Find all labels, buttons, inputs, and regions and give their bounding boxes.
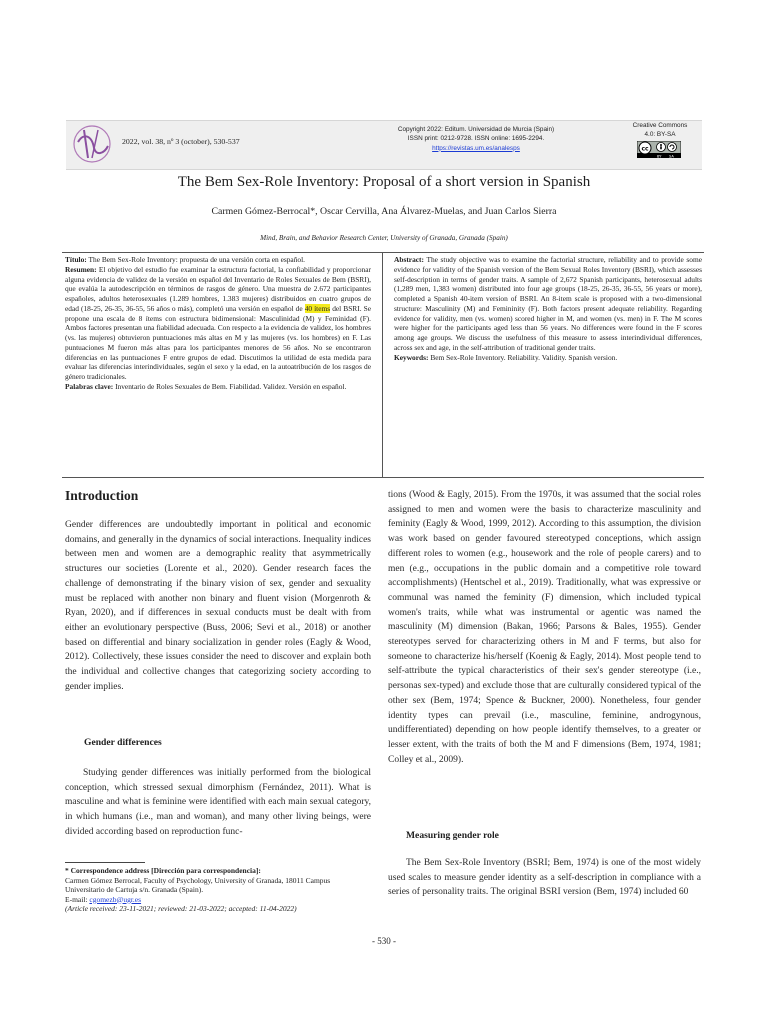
- paper-affiliation: Mind, Brain, and Behavior Research Center, University of Granada, Granada (Spain): [260, 234, 508, 242]
- copyright-line: Copyright 2022: Editum. Universidad de Murcia (Spain): [397, 126, 555, 133]
- correspondence-footnote: [65, 866, 371, 914]
- introduction-heading: Introduction: [65, 488, 139, 503]
- paper-authors: Carmen Gómez-Berrocal*, Oscar Cervilla, Ana Álvarez-Muelas, and Juan Carlos Sierra: [211, 206, 557, 217]
- page-number: - 530 -: [372, 936, 396, 946]
- footnote-rule: [65, 862, 145, 863]
- svg-text:cc: cc: [641, 145, 649, 153]
- issn-line: ISSN print: 0212-9728. ISSN online: 1695-2294.: [407, 135, 545, 143]
- paper-title: The Bem Sex-Role Inventory: Proposal of a short version in Spanish: [177, 174, 591, 190]
- resumen-text-pre: El objetivo del estudio fue examinar la estructura factorial, la confiabilidad y proporcionar alguna evidencia de validez de la versión en español del Inventario de Roles Sexuales de Bem (BSRI), que evalúa la autodescripción en términos de rasgos de género. Una muestra de 2.672 participantes españoles, adultos heterosexuales (1.289 hombres, 1.383 mujeres) distribuidos en cuatro grupos de edad (18-25, 26-35, 36-55, 56 años o más), completó una versión en español de: [65, 264, 371, 313]
- email-label: E-mail:: [65, 894, 90, 904]
- article-dates: (Article received: 23-11-2021; reviewed: 21-03-2022; accepted: 11-04-2022): [65, 904, 297, 913]
- journal-citation: 2022, vol. 38, nº 3 (october), 530-537: [122, 137, 240, 146]
- cc-line-1: Creative Commons: [632, 122, 688, 129]
- abstract-divider: [382, 252, 383, 477]
- resumen-text-post: del BSRI. Se propone una escala de 8 ítems con estructura bidimensional: Masculinidad (M) y Feminidad (F). Ambos factores presentan una fiabilidad adecuada. Con respecto a la evidencia de validez, los hombres (vs. las mujeres) obtuvieron puntuaciones más altas en M y las mujeres (vs. los hombres) en F. Las puntuaciones M fueron más altas para los participantes menores de 56 años. No se encontraron diferencias en las puntuaciones F entre grupos de edad. Discutimos la utilidad de esta medida para evaluar las diferencias interindividuales, según el sexo y la edad, en la autoatribución de los rasgos de género tradicionales.: [65, 303, 371, 381]
- gender-differences-paragraph: Studying gender differences was initially performed from the biological conception, which stressed sexual dimorphism (Fernández, 2011). What is masculine and what is feminine were identified with each main sexual category, in which humans (i.e., man and woman), and many other living beings, were divided according based on reproduction func-: [65, 768, 371, 837]
- measuring-gender-role-paragraph: The Bem Sex-Role Inventory (BSRI; Bem, 1974) is one of the most widely used scales to measure gender identity as a self-description in compliance with a series of personality traits. The original BSRI version (Bem, 1974) included 60: [388, 858, 701, 898]
- measuring-gender-role-heading: Measuring gender role: [406, 830, 499, 841]
- svg-text:SA: SA: [669, 154, 674, 158]
- copyright-block: [376, 125, 576, 153]
- abstract-spanish: [65, 255, 371, 392]
- journal-logo-icon: [70, 122, 114, 166]
- keywords-label: Keywords:: [394, 352, 429, 362]
- journal-url-link[interactable]: https://revistas.um.es/analesps: [432, 144, 520, 152]
- right-column-paragraph: tions (Wood & Eagly, 2015). From the 1970s, it was assumed that the social roles assigned to men and women were the basis to characterize masculinity and feminity (Eagly & Wood, 1999, 2012). According to this assumption, the division was work based on gender favoured stereotyped conceptions, which assign different roles to women (e.g., housework and the role of people carers) and to men (e.g., occupations in the public domain and a competitive role toward accomplishments) (Hentschel et al., 2019). Traditionally, what was expressive or communal was named the feminity (F) dimension, which included typical women's traits, while what was instrumental or agentic was named the masculinity (M) dimension (Bakan, 1966; Parsons & Bales, 1955). Gender stereotypes served for characterizing others in M and F terms, but also for someone to characterize his/herself (Koenig & Eagly, 2014). Most people tend to self-attribute the typical characteristics of their sex's gender stereotype (i.e., personas sex-typed) and exclude those that are culturally considered typical of the other sex (Bem, 1974; Spence & Buckner, 2000). Nonetheless, four gender identity types can prevail (i.e., masculine, feminine, androgynous, undifferentiated) depending on how people identify themselves, to a greater or lesser extent, with the traits of both the M and F dimensions (Bem, 1974, 1981; Colley et al., 2009).: [388, 490, 701, 765]
- email-link[interactable]: cgomezb@ugr.es: [89, 894, 142, 904]
- abstract-bottom-rule: [62, 477, 704, 478]
- resumen-highlight: 40 ítems: [304, 303, 331, 313]
- palabras-clave-label: Palabras clave:: [65, 381, 114, 391]
- footnote-label: * Correspondence address [Dirección para correspondencia]:: [65, 866, 261, 875]
- cc-line-2: 4.0: BY-SA: [644, 130, 676, 138]
- abstract-top-rule: [62, 252, 704, 253]
- abstract-text: The study objective was to examine the factorial structure, reliability and to provide some evidence for validity of the Spanish version of the Bem Sexual Roles Inventory (BSRI), which assesses self-description in terms of gender traits. A sample of 2,672 Spanish participants, heterosexual adults (1,289 men, 1,383 women) distributed into four age groups (18-25, 26-35, 36-55, 56 years or more), completed a Spanish 40-item version of BSRI. An 8-item scale is proposed with a two-dimensional structure: Masculinity (M) and Femininity (F). Both factors present adequate reliability. Regarding evidence for validity, men (vs. women) scored higher in M, and women (vs. men) in F. The M scores were higher for the participants aged less than 56 years. No differences were found in the F scores among age groups. We discuss the usefulness of this measure to assess interindividual differences, across sex and age, in the self-attribution of traditional gender traits.: [394, 255, 702, 352]
- abstract-english: [394, 255, 702, 362]
- keywords-text: Bem Sex-Role Inventory. Reliability. Validity. Spanish version.: [428, 352, 618, 362]
- titulo-label: Título:: [65, 255, 87, 264]
- resumen-label: Resumen:: [65, 264, 97, 274]
- introduction-paragraph: Gender differences are undoubtedly important in political and economic domains, and generally in the dynamics of social interactions. Inequality indices between men and women are a demographic reality that asymmetrically structures our societies (Lorente et al., 2020). Gender research faces the challenge of demonstrating if the binary vision of sex, gender and sexuality must be replaced with another non binary and fluent vision (Morgenroth & Ryan, 2020), and if differences in sexual conducts must be dealt with from either an evolutionary perspective (Buss, 2006; Sevi et al., 2018) or another based on differential and binary socialization in gender roles (Eagly & Wood, 2012). Collectively, these issues consider the need to discover and explain both the individual and collective changes that categorizing society according to gender implies.: [65, 520, 371, 692]
- creative-commons-label: [620, 122, 700, 139]
- titulo-text: The Bem Sex-Role Inventory: propuesta de una versión corta en español.: [86, 255, 306, 264]
- footnote-address: Carmen Gómez Berrocal, Faculty of Psychology, University of Granada, 18011 Campus Universitario de Cartuja s/n. Granada (Spain).: [65, 875, 331, 894]
- abstract-label: Abstract:: [394, 255, 424, 264]
- svg-text:BY: BY: [657, 154, 662, 158]
- gender-differences-heading: Gender differences: [84, 737, 162, 748]
- cc-by-sa-badge-icon[interactable]: [637, 141, 681, 158]
- palabras-clave-text: Inventario de Roles Sexuales de Bem. Fiabilidad. Validez. Versión en español.: [113, 381, 347, 391]
